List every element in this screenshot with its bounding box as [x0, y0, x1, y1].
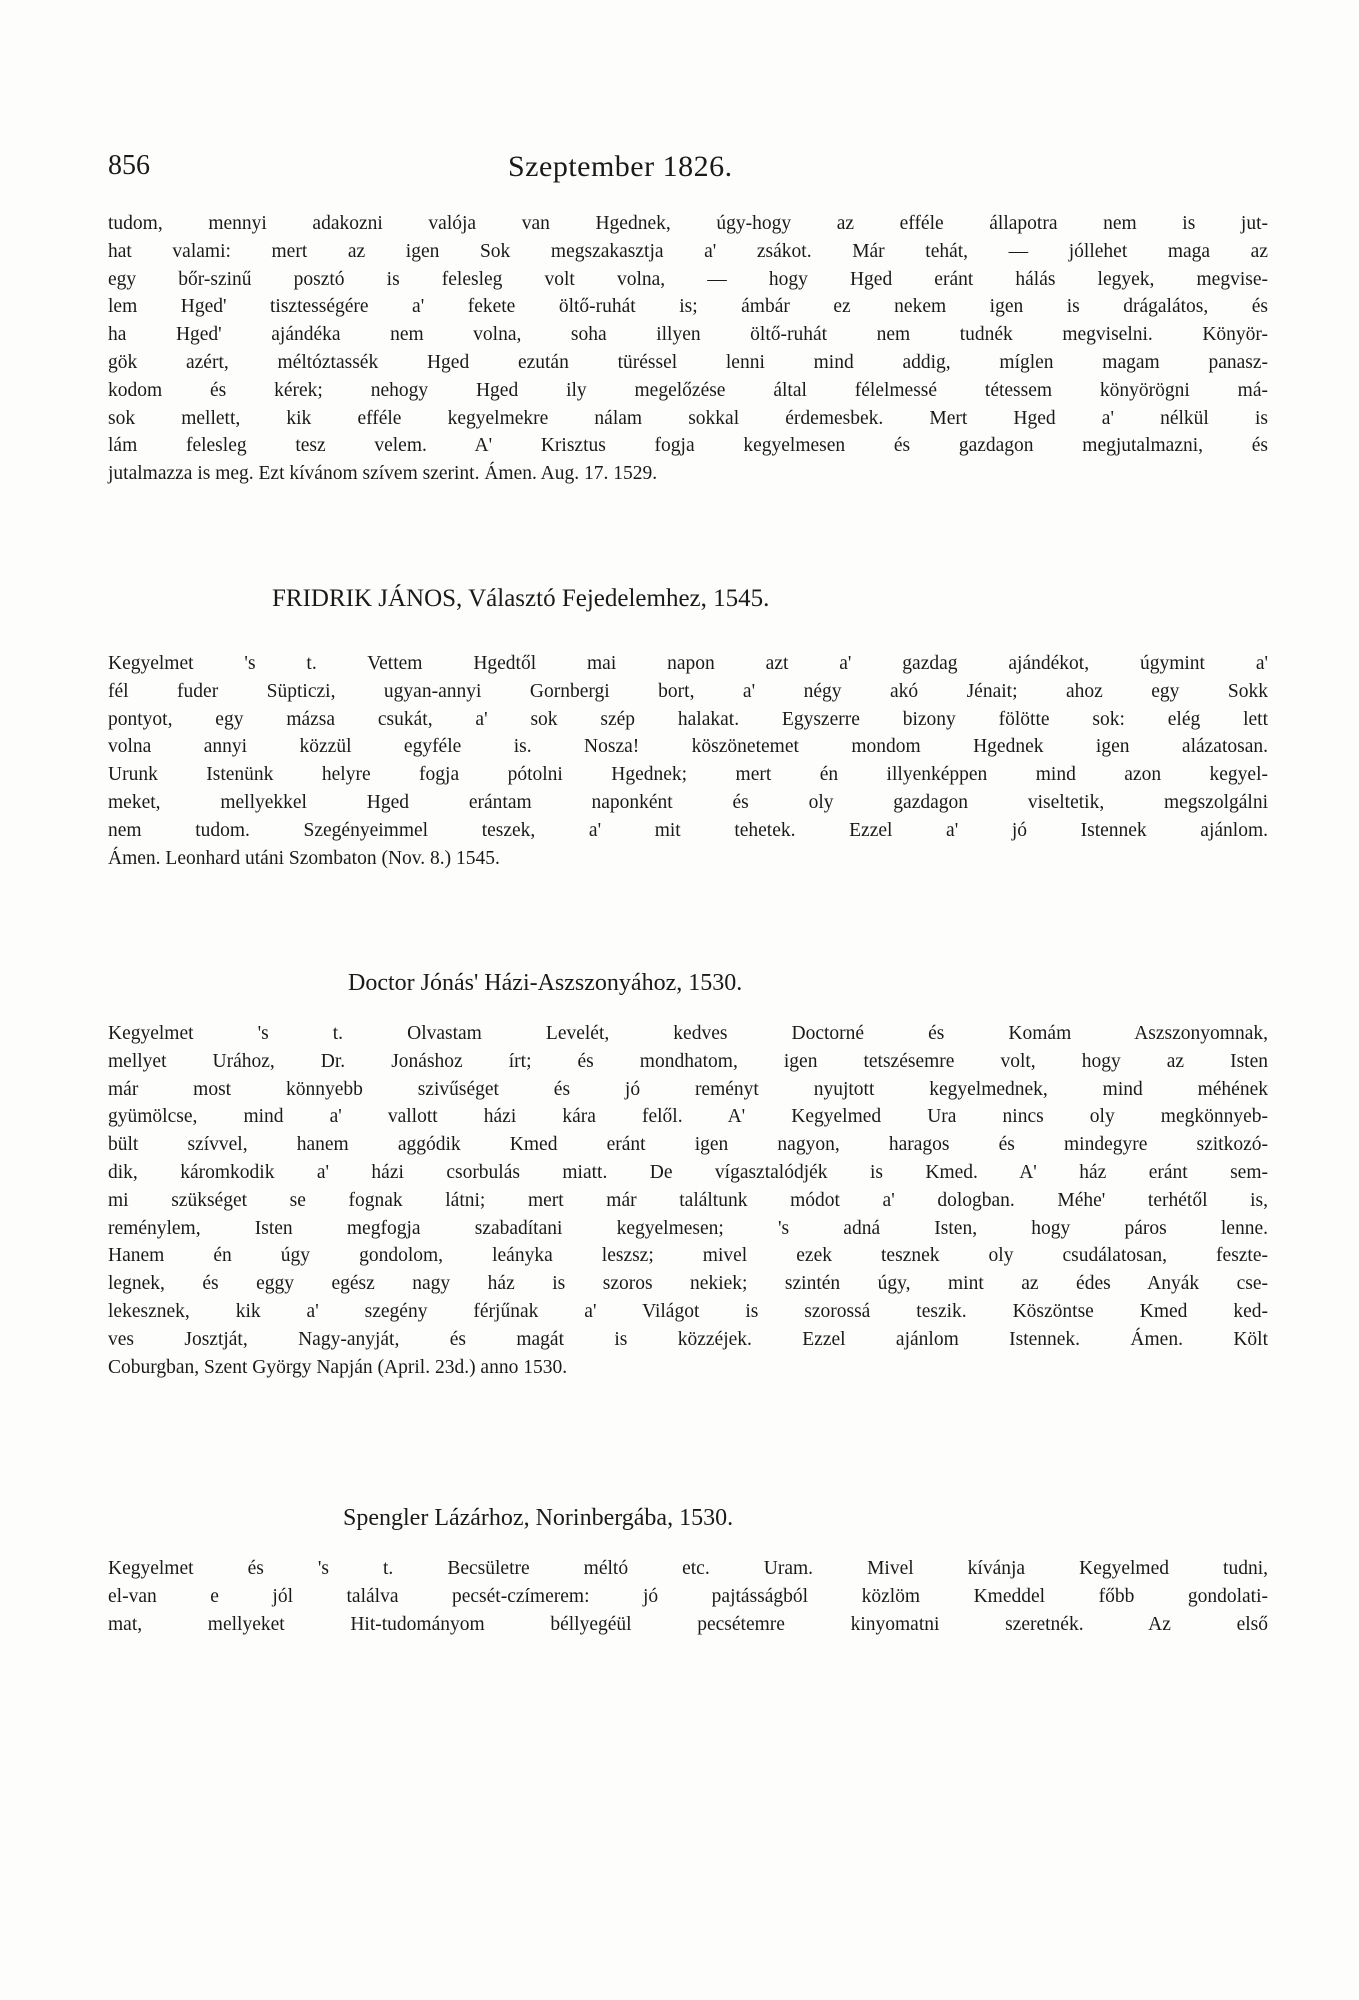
text-line: lem Hged' tisztességére a' fekete öltő-ruhát is; ámbár ez nekem igen is drágalátos, és: [108, 296, 1268, 318]
text-line: ves Josztját, Nagy-anyját, és magát is közzéjek. Ezzel ajánlom Istennek. Ámen. Költ: [108, 1328, 1268, 1350]
text-line: meket, mellyekkel Hged erántam naponként és oly gazdagon viseltetik, megszolgálni: [108, 791, 1268, 813]
text-line: mat, mellyeket Hit-tudományom béllyegéül pecsétemre kinyomatni szeretnék. Az első: [108, 1613, 1268, 1635]
text-line: kodom és kérek; nehogy Hged ily megelőzése által félelmessé tétessem könyörögni má-: [108, 379, 1268, 401]
letter-continuation: [108, 210, 1268, 488]
text-line: el-van e jól találva pecsét-czímerem: jó pajtásságból közlöm Kmeddel főbb gondolati-: [108, 1585, 1268, 1607]
text-line: legnek, és eggy egész nagy ház is szoros nekiek; szintén úgy, mint az édes Anyák cse-: [108, 1273, 1268, 1295]
running-head: [108, 150, 1258, 190]
text-line: lám felesleg tesz velem. A' Krisztus fogja kegyelmesen és gazdagon megjutalmazni, és: [108, 435, 1268, 457]
text-line: már most könnyebb szivűséget és jó reményt nyujtott kegyelmednek, mind méhének: [108, 1078, 1268, 1100]
text-line: Urunk Istenünk helyre fogja pótolni Hgednek; mert én illyenképpen mind azon kegyel-: [108, 764, 1268, 786]
text-line: Ámen. Leonhard utáni Szombaton (Nov. 8.) 1545.: [108, 847, 500, 869]
text-line: Kegyelmet 's t. Vettem Hgedtől mai napon azt a' gazdag ajándékot, úgymint a': [108, 653, 1268, 674]
text-line: mi szükséget se fognak látni; mert már találtunk módot a' dologban. Méhe' terhétől is,: [108, 1189, 1268, 1211]
letter-jonas: [108, 1020, 1268, 1381]
text-line: hat valami: mert az igen Sok megszakasztja a' zsákot. Már tehát, — jóllehet maga az: [108, 240, 1268, 262]
text-line: jutalmazza is meg. Ezt kívánom szívem szerint. Ámen. Aug. 17. 1529.: [108, 463, 658, 485]
letter-fridrik: [108, 650, 1268, 872]
text-line: gyümölcse, mind a' vallott házi kára felől. A' Kegyelmed Ura nincs oly megkönnyeb-: [108, 1106, 1268, 1128]
running-title: Szeptember 1826.: [508, 150, 733, 183]
letter-spengler: [108, 1555, 1268, 1638]
text-line: Hanem én úgy gondolom, leányka leszsz; mivel ezek tesznek oly csudálatosan, feszte-: [108, 1245, 1268, 1267]
text-line: lekesznek, kik a' szegény férjűnak a' Világot is szorossá teszik. Köszöntse Kmed ked-: [108, 1300, 1268, 1322]
page-number: 856: [108, 150, 150, 181]
text-line: mellyet Urához, Dr. Jonáshoz írt; és mondhatom, igen tetszésemre volt, hogy az Isten: [108, 1050, 1268, 1072]
text-line: ha Hged' ajándéka nem volna, soha illyen öltő-ruhát nem tudnék megviselni. Könyör-: [108, 324, 1268, 346]
text-line: sok mellett, kik efféle kegyelmekre nálam sokkal érdemesbek. Mert Hged a' nélkül is: [108, 407, 1268, 429]
text-line: nem tudom. Szegényeimmel teszek, a' mit tehetek. Ezzel a' jó Istennek ajánlom.: [108, 819, 1268, 841]
text-line: Coburgban, Szent György Napján (April. 23d.) anno 1530.: [108, 1356, 568, 1378]
text-line: fél fuder Süpticzi, ugyan-annyi Gornbergi bort, a' négy akó Jénait; ahoz egy Sokk: [108, 680, 1268, 702]
text-line: egy bőr-szinű posztó is felesleg volt volna, — hogy Hged eránt hálás legyek, megvise-: [108, 268, 1268, 290]
text-line: Kegyelmet 's t. Olvastam Levelét, kedves Doctorné és Komám Aszszonyomnak,: [108, 1023, 1268, 1044]
text-line: pontyot, egy mázsa csukát, a' sok szép halakat. Egyszerre bizony fölötte sok: elég lett: [108, 708, 1268, 730]
text-line: bült szívvel, hanem aggódik Kmed eránt igen nagyon, haragos és mindegyre szitkozó-: [108, 1134, 1268, 1156]
letter-heading-jonas: Doctor Jónás' Házi-Aszszonyához, 1530.: [348, 970, 743, 996]
text-line: gök azért, méltóztassék Hged ezután türéssel lenni mind addig, míglen magam panasz-: [108, 351, 1268, 373]
letter-heading-spengler: Spengler Lázárhoz, Norinbergába, 1530.: [343, 1505, 734, 1531]
text-line: Kegyelmet és 's t. Becsületre méltó etc. Uram. Mivel kívánja Kegyelmed tudni,: [108, 1558, 1268, 1579]
text-line: dik, káromkodik a' házi csorbulás miatt. De vígasztalódjék is Kmed. A' ház eránt sem-: [108, 1161, 1268, 1183]
text-line: tudom, mennyi adakozni valója van Hgednek, úgy-hogy az efféle állapotra nem is jut-: [108, 213, 1268, 234]
letter-heading-fridrik: FRIDRIK JÁNOS, Választó Fejedelemhez, 1545.: [272, 585, 770, 612]
text-line: volna annyi közzül egyféle is. Nosza! köszönetemet mondom Hgednek igen alázatosan.: [108, 736, 1268, 758]
text-line: reménylem, Isten megfogja szabadítani kegyelmesen; 's adná Isten, hogy páros lenne.: [108, 1217, 1268, 1239]
